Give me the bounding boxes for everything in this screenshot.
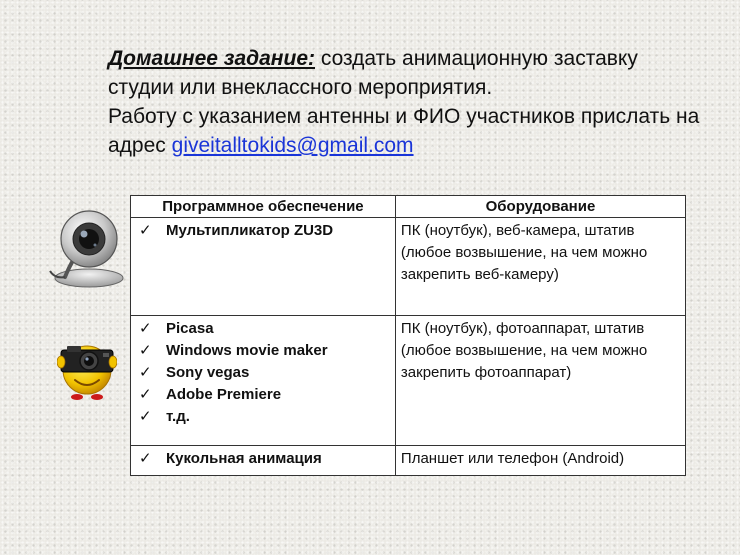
software-list — [136, 220, 390, 242]
hardware-text: ПК (ноутбук), веб-камера, штатив (любое возвышение, на чем можно закрепить веб-камеру) — [400, 222, 648, 283]
homework-text — [108, 44, 708, 160]
check-icon: ✓ — [139, 364, 152, 381]
list-item: ✓ Adobe Premiere — [136, 384, 390, 406]
check-icon: ✓ — [139, 408, 152, 425]
hardware-cell — [395, 446, 685, 476]
table-header-row — [131, 196, 686, 218]
software-cell — [131, 316, 396, 446]
check-icon: ✓ — [139, 342, 152, 359]
check-icon: ✓ — [139, 450, 152, 467]
list-item: ✓ Sony vegas — [136, 362, 390, 384]
homework-label: Домашнее задание: — [108, 47, 315, 70]
software-list — [136, 448, 390, 470]
check-icon: ✓ — [139, 320, 152, 337]
list-item: ✓ т.д. — [136, 406, 390, 428]
email-link[interactable]: giveitalltokids@gmail.com — [171, 134, 414, 157]
hardware-text: Планшет или телефон (Android) — [400, 450, 625, 467]
camera-smiley-icon — [57, 340, 117, 402]
list-item: ✓ Кукольная анимация — [136, 448, 390, 470]
table-row — [131, 446, 686, 476]
list-item: ✓ Windows movie maker — [136, 340, 390, 362]
header-software: Программное обеспечение — [131, 196, 396, 218]
header-hardware: Оборудование — [395, 196, 685, 218]
list-item: ✓ Picasa — [136, 318, 390, 340]
software-cell — [131, 446, 396, 476]
check-icon: ✓ — [139, 386, 152, 403]
hardware-cell — [395, 316, 685, 446]
hardware-text: ПК (ноутбук), фотоаппарат, штатив (любое возвышение, на чем можно закрепить фотоаппарат) — [400, 320, 648, 381]
homework-task: создать анимационную заставку студии или внеклассного мероприятия. — [108, 47, 638, 99]
software-list — [136, 318, 390, 428]
software-hardware-table — [130, 195, 686, 476]
software-cell — [131, 218, 396, 316]
table-row — [131, 218, 686, 316]
list-item: ✓ Мультипликатор ZU3D — [136, 220, 390, 242]
check-icon: ✓ — [139, 222, 152, 239]
webcam-icon — [45, 205, 130, 290]
hardware-cell — [395, 218, 685, 316]
homework-submit: Работу с указанием антенны и ФИО участников прислать на адрес — [108, 105, 700, 157]
table-row — [131, 316, 686, 446]
